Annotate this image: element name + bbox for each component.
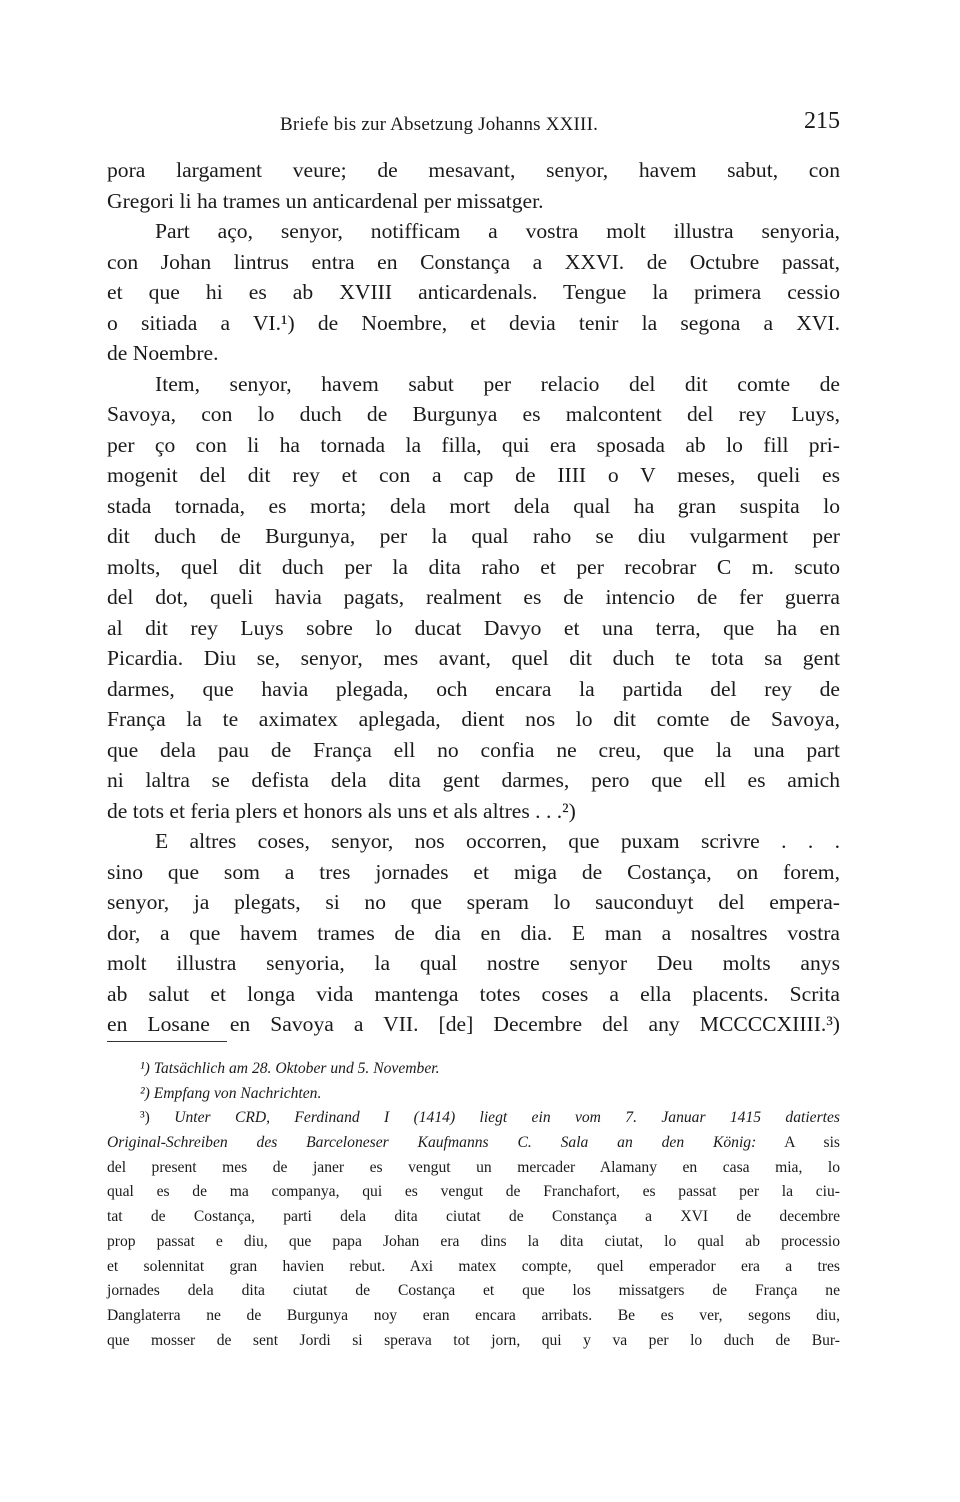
footnote-3-line: et solennitat gran havien rebut. Axi matex compte, quel emperador era a tres [107, 1257, 840, 1275]
main-text [107, 155, 840, 1040]
footnote-3-line: tat de Costança, parti dela dita ciutat de Constança a XVI de decembre [107, 1208, 840, 1226]
text-line: França la te aximatex aplegada, dient nos lo dit comte de Savoya, [107, 707, 840, 731]
text-line: al dit rey Luys sobre lo ducat Davyo et una terra, que ha en [107, 615, 840, 640]
text-line: E altres coses, senyor, nos occorren, que puxam scrivre . . . [155, 829, 840, 853]
footnote-3-line: jornades dela dita ciutat de Costança et que los missatgers de França ne [107, 1282, 840, 1300]
footnote-divider [107, 1041, 227, 1042]
text-line: con Johan lintrus entra en Constança a XXVI. de Octubre passat, [107, 249, 840, 274]
text-line: de tots et feria plers et honors als uns et als altres . . .²) [107, 798, 576, 823]
footnote-2: ²) Empfang von Nachrichten. [140, 1084, 322, 1102]
text-line: Item, senyor, havem sabut per relacio del dit comte de [155, 371, 840, 396]
footnote-3-line: Danglaterra ne de Burgunya noy eran encara arribats. Be es ver, segons diu, [107, 1306, 840, 1324]
text-line: molt illustra senyoria, la qual nostre senyor Deu molts anys [107, 951, 840, 975]
running-title: Briefe bis zur Absetzung Johanns XXIII. [280, 114, 599, 135]
footnotes [107, 1057, 840, 1353]
footnote-3-quote: A sis [784, 1134, 840, 1152]
text-line: ni laltra se defista dela dita gent darmes, pero que ell es amich [107, 768, 840, 792]
text-line: en Losane en Savoya a VII. [de] Decembre del any MCCCCXIIII.³) [107, 1012, 840, 1036]
text-line: o sitiada a VI.¹) de Noembre, et devia tenir la segona a XVI. [107, 310, 840, 335]
text-line: senyor, ja plegats, si no que speram lo sauconduyt del empera- [107, 890, 840, 914]
text-line: del dot, queli havia pagats, realment es de intencio de fer guerra [107, 585, 840, 609]
footnote-3-intro: Unter CRD, Ferdinand I (1414) liegt ein vom 7. Januar 1415 datiertes [174, 1109, 840, 1127]
footnote-3-line: que mosser de sent Jordi si sperava tot jorn, qui y va per lo duch de Bur- [107, 1331, 840, 1349]
text-line: molts, quel dit duch per la dita raho et per recobrar C m. scuto [107, 554, 840, 579]
text-line: Gregori li ha trames un anticardenal per missatger. [107, 188, 544, 213]
text-line: Part aço, senyor, notifficam a vostra molt illustra senyoria, [155, 219, 840, 243]
footnote-3-line: qual es de ma companya, qui es vengut de Franchafort, es passat per la ciu- [107, 1183, 840, 1201]
text-line: stada tornada, es morta; dela mort dela qual ha gran suspita lo [107, 493, 840, 518]
text-line: pora largament veure; de mesavant, senyor, havem sabut, con [107, 158, 840, 182]
text-line: Picardia. Diu se, senyor, mes avant, quel dit duch te tota sa gent [107, 646, 840, 670]
text-line: et que hi es ab XVIII anticardenals. Tengue la primera cessio [107, 280, 840, 304]
footnote-3-intro: Original-Schreiben des Barceloneser Kaufmanns C. Sala an den König: [107, 1134, 757, 1152]
footnote-3-line [107, 1131, 840, 1156]
page-number: 215 [804, 108, 840, 134]
text-line: darmes, que havia plegada, och encara la partida del rey de [107, 676, 840, 701]
footnote-3-line [107, 1106, 840, 1131]
text-line: mogenit del dit rey et con a cap de IIII o V meses, queli es [107, 463, 840, 487]
footnote-3-line: prop passat e diu, que papa Johan era dins la dita ciutat, lo qual ab processio [107, 1232, 840, 1250]
text-line: dor, a que havem trames de dia en dia. E man a nosaltres vostra [107, 920, 840, 945]
text-line: Savoya, con lo duch de Burgunya es malcontent del rey Luys, [107, 402, 840, 426]
page-header [107, 108, 840, 142]
text-line: sino que som a tres jornades et miga de Costança, on forem, [107, 859, 840, 884]
footnote-3-line: del present mes de janer es vengut un mercader Alamany en casa mia, lo [107, 1158, 840, 1176]
text-line: que dela pau de França ell no confia ne creu, que la una part [107, 737, 840, 762]
text-line: ab salut et longa vida mantenga totes coses a ella placents. Scrita [107, 981, 840, 1006]
footnote-1: ¹) Tatsächlich am 28. Oktober und 5. November. [140, 1060, 440, 1077]
footnote-3-marker: ³) [140, 1109, 150, 1127]
text-line: dit duch de Burgunya, per la qual raho se diu vulgarment per [107, 524, 840, 548]
text-line: per ço con li ha tornada la filla, qui era sposada ab lo fill pri- [107, 432, 840, 457]
text-line: de Noembre. [107, 341, 219, 365]
